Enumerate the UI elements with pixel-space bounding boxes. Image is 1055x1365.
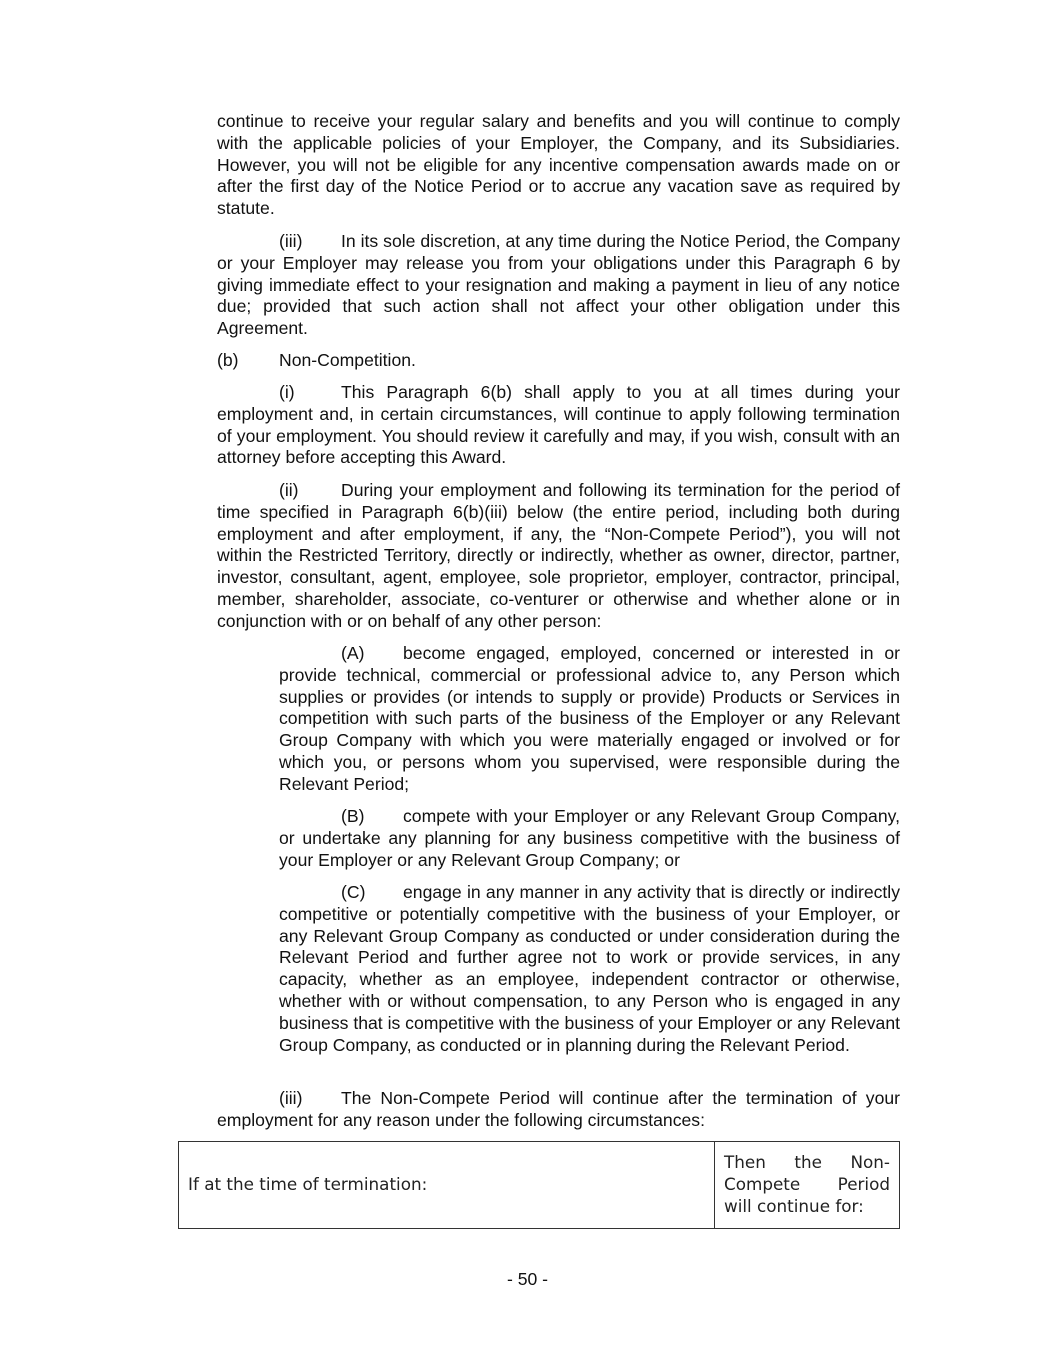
page-number: - 50 - (506, 1269, 549, 1289)
paragraph-b-iii (217, 1088, 900, 1132)
table-header-period: Then the Non-Compete Period will continue for: (715, 1142, 900, 1229)
paragraph-number: (iii) (279, 231, 303, 251)
paragraph-b-i (217, 382, 900, 469)
table-header-row (179, 1142, 900, 1229)
paragraph-b-ii (217, 480, 900, 633)
paragraph-number: (ii) (279, 480, 299, 500)
paragraph-text: During your employment and following its termination for the period of time specified in Paragraph 6(b)(iii) below (the entire period, including both during employment and after employment, if any, the “Non-Compete Period”), you will not within the Restricted Territory, directly or indirectly, whether as owner, director, partner, investor, consultant, agent, employee, sole proprietor, employer, contractor, principal, member, shareholder, associate, co-venturer or otherwise and whether alone or in conjunction with or on behalf of any other person: (217, 480, 900, 631)
paragraph-number: (A) (341, 643, 365, 663)
non-compete-table (178, 1141, 900, 1229)
paragraph-text: compete with your Employer or any Relevant Group Company, or undertake any planning for any business competitive with the business of your Employer or any Relevant Group Company; or (279, 806, 900, 870)
subparagraph-C (279, 882, 900, 1056)
section-number: (b) (217, 350, 239, 370)
paragraph-text: become engaged, employed, concerned or interested in or provide technical, commercial or professional advice to, any Person which supplies or provides (or intends to supply or provide) Products or Services in competition with such parts of the business of the Employer or any Relevant Group Company with which you were materially engaged or involved or for which you, or persons whom you supervised, were responsible during the Relevant Period; (279, 643, 900, 794)
paragraph-text: continue to receive your regular salary and benefits and you will continue to comply with the applicable policies of your Employer, the Company, and its Subsidiaries. However, you will not be eligible for any incentive compensation awards made on or after the first day of the Notice Period or to accrue any vacation save as required by statute. (217, 111, 900, 219)
paragraph-text: In its sole discretion, at any time during the Notice Period, the Company or your Employer may release you from your obligations under this Paragraph 6 by giving immediate effect to your resignation and making a payment in lieu of any notice due; provided that such action shall not affect your other obligation under this Agreement. (217, 231, 900, 339)
paragraph-text: engage in any manner in any activity that is directly or indirectly competitive or potentially competitive with the business of your Employer, or any Relevant Group Company as conducted or under consideration during the Relevant Period and further agree not to work or provide services, in any capacity, whether as an employee, independent contractor or otherwise, whether with or without compensation, to any Person who is engaged in any business that is competitive with the business of your Employer or any Relevant Group Company, as conducted or in planning during the Relevant Period. (279, 882, 900, 1055)
paragraph-continue-salary (217, 111, 900, 220)
section-heading-non-competition (217, 350, 900, 372)
section-title: Non-Competition. (279, 350, 416, 370)
paragraph-text: The Non-Compete Period will continue after the termination of your employment for any reason under the following circumstances: (217, 1088, 900, 1130)
paragraph-number: (i) (279, 382, 295, 402)
table-header-termination: If at the time of termination: (179, 1142, 715, 1229)
paragraph-number: (C) (341, 882, 366, 902)
paragraph-iii-release (217, 231, 900, 340)
paragraph-number: (B) (341, 806, 365, 826)
subparagraph-A (279, 643, 900, 796)
paragraph-text: This Paragraph 6(b) shall apply to you at all times during your employment and, in certain circumstances, will continue to apply following termination of your employment. You should review it carefully and may, if you wish, consult with an attorney before accepting this Award. (217, 382, 900, 468)
paragraph-number: (iii) (279, 1088, 303, 1108)
subparagraph-B (279, 806, 900, 871)
non-compete-table-grid (178, 1141, 900, 1229)
